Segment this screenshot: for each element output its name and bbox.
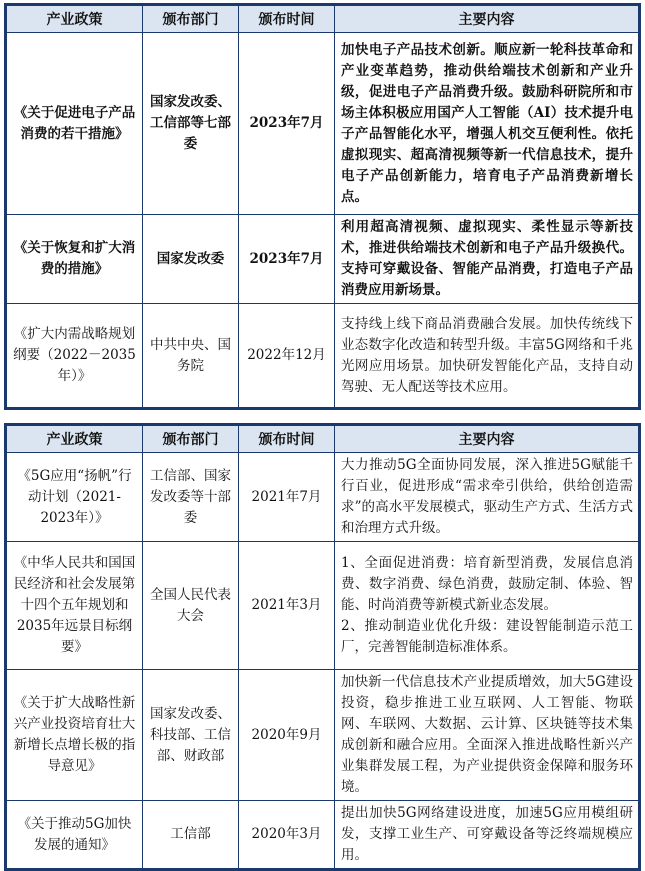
policy-department: 工信部 bbox=[143, 801, 239, 869]
content-paragraph: 1、全面促进消费：培育新型消费，发展信息消费、数字消费、绿色消费，鼓励定制、体验、智能、时尚消费等新模式新业态发展。 bbox=[341, 555, 633, 613]
header-department: 颁布部门 bbox=[143, 6, 239, 33]
policy-department: 中共中央、国务院 bbox=[143, 304, 239, 408]
policy-content bbox=[335, 670, 639, 801]
content-paragraph: 加快新一代信息技术产业提质增效，加大5G建设投资，稳步推进工业互联网、人工智能、物联网、车联网、大数据、云计算、区块链等技术集成创新和融合应用。全面深入推进战略性新兴产业集群发展工程，为产业提供资金保障和服务环境。 bbox=[341, 674, 633, 795]
header-policy: 产业政策 bbox=[7, 426, 143, 453]
policy-date: 2023年7月 bbox=[239, 215, 335, 304]
header-content: 主要内容 bbox=[335, 6, 639, 33]
table-row bbox=[7, 215, 639, 304]
policy-date: 2020年9月 bbox=[239, 670, 335, 801]
content-paragraph: 加快电子产品技术创新。顺应新一轮科技革命和产业变革趋势，推动供给端技术创新和产业升级，促进电子产品消费升级。鼓励科研院所和市场主体积极应用国产人工智能（AI）技术提升电子产品智能化水平，增强人机交互便利性。依托虚拟现实、超高清视频等新一代信息技术，提升电子产品创新能力，培育电子产品消费新增长点。 bbox=[341, 41, 633, 205]
policy-department: 国家发改委、科技部、工信部、财政部 bbox=[143, 670, 239, 801]
policy-content bbox=[335, 215, 639, 304]
table-row bbox=[7, 801, 639, 869]
policy-content bbox=[335, 33, 639, 215]
policy-name: 《5G应用“扬帆”行动计划（2021-2023年）》 bbox=[7, 453, 143, 542]
policy-name: 《关于恢复和扩大消费的措施》 bbox=[7, 215, 143, 304]
policy-date: 2020年3月 bbox=[239, 801, 335, 869]
policy-date: 2021年3月 bbox=[239, 542, 335, 670]
content-paragraph: 提出加快5G网络建设进度，加速5G应用模组研发，支撑工业生产、可穿戴设备等泛终端规模应用。 bbox=[341, 805, 633, 863]
header-policy: 产业政策 bbox=[7, 6, 143, 33]
policy-date: 2021年7月 bbox=[239, 453, 335, 542]
policy-content bbox=[335, 542, 639, 670]
table-row bbox=[7, 304, 639, 408]
header-date: 颁布时间 bbox=[239, 426, 335, 453]
content-paragraph: 利用超高清视频、虚拟现实、柔性显示等新技术，推进供给端技术创新和电子产品升级换代。支持可穿戴设备、智能产品消费，打造电子产品消费应用新场景。 bbox=[341, 219, 633, 298]
table-header-row bbox=[7, 426, 639, 453]
table-row bbox=[7, 670, 639, 801]
policy-name: 《中华人民共和国国民经济和社会发展第十四个五年规划和2035年远景目标纲要》 bbox=[7, 542, 143, 670]
table-row bbox=[7, 542, 639, 670]
table-row bbox=[7, 453, 639, 542]
policy-name: 《关于扩大战略性新兴产业投资培育壮大新增长点增长极的指导意见》 bbox=[7, 670, 143, 801]
policy-name: 《扩大内需战略规划纲要（2022－2035年）》 bbox=[7, 304, 143, 408]
policy-table-2 bbox=[4, 423, 641, 871]
header-department: 颁布部门 bbox=[143, 426, 239, 453]
policy-department: 国家发改委、工信部等七部委 bbox=[143, 33, 239, 215]
content-paragraph: 支持线上线下商品消费融合发展。加快传统线下业态数字化改造和转型升级。丰富5G网络和千兆光网应用场景。加快研发智能化产品，支持自动驾驶、无人配送等技术应用。 bbox=[341, 315, 633, 395]
policy-content bbox=[335, 801, 639, 869]
policy-table-1 bbox=[4, 3, 641, 410]
policy-content bbox=[335, 453, 639, 542]
policy-department: 工信部、国家发改委等十部委 bbox=[143, 453, 239, 542]
policy-name: 《关于促进电子产品消费的若干措施》 bbox=[7, 33, 143, 215]
policy-department: 国家发改委 bbox=[143, 215, 239, 304]
table-row bbox=[7, 33, 639, 215]
policy-name: 《关于推动5G加快发展的通知》 bbox=[7, 801, 143, 869]
policy-date: 2023年7月 bbox=[239, 33, 335, 215]
table-header-row bbox=[7, 6, 639, 33]
header-content: 主要内容 bbox=[335, 426, 639, 453]
policy-date: 2022年12月 bbox=[239, 304, 335, 408]
policy-department: 全国人民代表大会 bbox=[143, 542, 239, 670]
content-paragraph: 2、推动制造业优化升级：建设智能制造示范工厂，完善智能制造标准体系。 bbox=[341, 618, 633, 655]
header-date: 颁布时间 bbox=[239, 6, 335, 33]
content-paragraph: 大力推动5G全面协同发展，深入推进5G赋能千行百业，促进形成“需求牵引供给，供给创造需求”的高水平发展模式，驱动生产方式、生活方式和治理方式升级。 bbox=[341, 457, 633, 536]
policy-content bbox=[335, 304, 639, 408]
